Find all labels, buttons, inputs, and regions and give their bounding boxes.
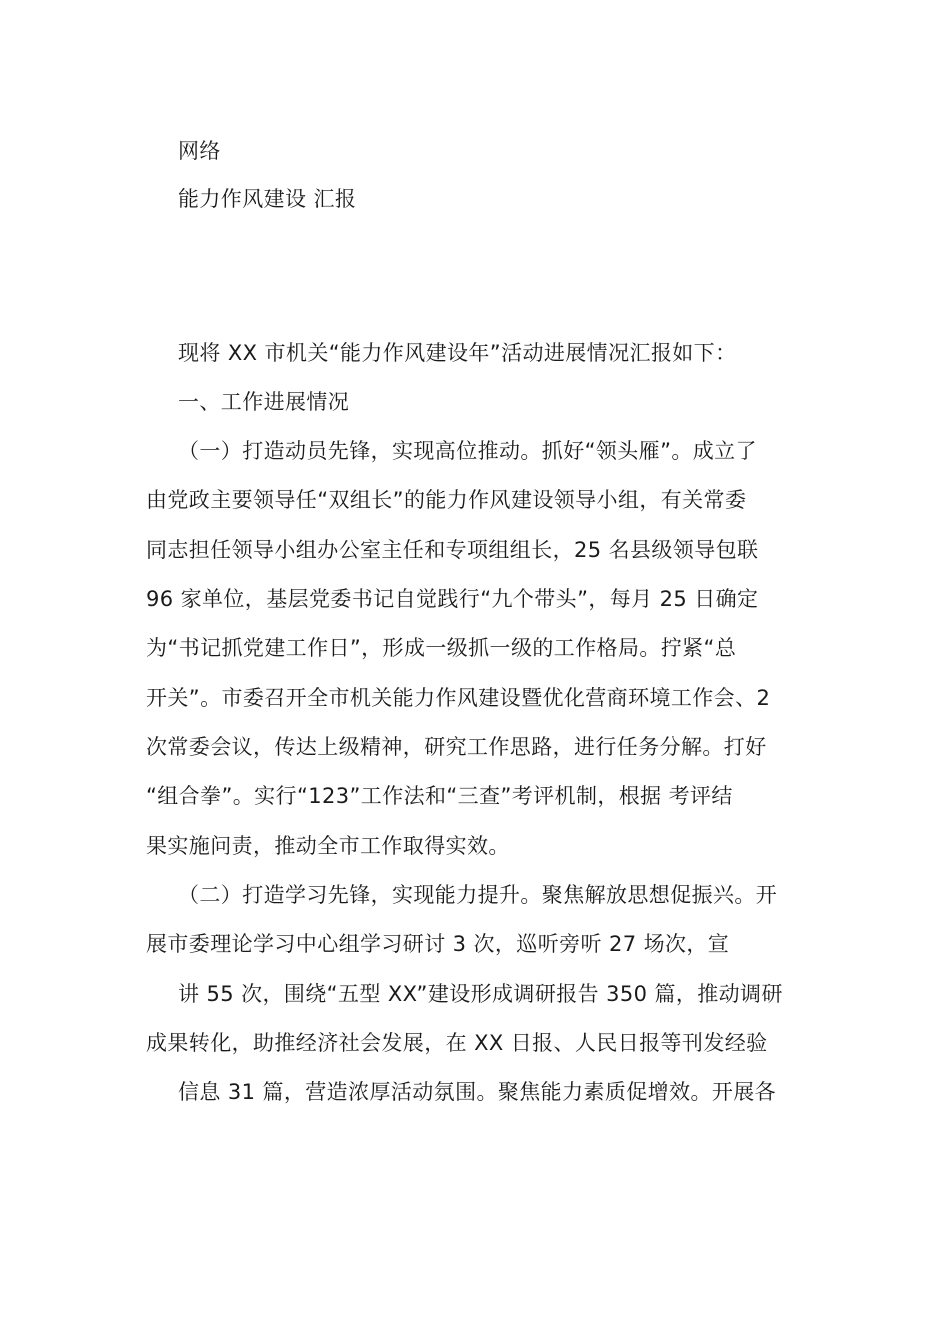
body-line: （二）打造学习先锋，实现能力提升。聚焦解放思想促振兴。开 [178, 883, 778, 907]
body-line: 展市委理论学习中心组学习研讨 3 次，巡听旁听 27 场次，宣 [146, 932, 730, 956]
section-heading: 一、工作进展情况 [178, 390, 350, 414]
body-line: “组合拳”。实行“123”工作法和“三查”考评机制，根据 考评结 [146, 784, 733, 808]
body-line: 由党政主要领导任“双组长”的能力作风建设领导小组，有关常委 [146, 488, 747, 512]
body-line: 讲 55 次，围绕“五型 XX”建设形成调研报告 350 篇，推动调研 [178, 982, 783, 1006]
body-line: （一）打造动员先锋，实现高位推动。抓好“领头雁”。成立了 [178, 439, 757, 463]
body-line: 果实施问责，推动全市工作取得实效。 [146, 834, 510, 858]
intro-paragraph: 现将 XX 市机关“能力作风建设年”活动进展情况汇报如下： [178, 341, 737, 365]
header-line-2: 能力作风建设 汇报 [178, 187, 357, 211]
body-line: 96 家单位，基层党委书记自觉践行“九个带头”，每月 25 日确定 [146, 587, 759, 611]
header-line-1: 网络 [178, 139, 221, 163]
body-line: 为“书记抓党建工作日”，形成一级抓一级的工作格局。拧紧“总 [146, 636, 737, 660]
body-line: 信息 31 篇，营造浓厚活动氛围。聚焦能力素质促增效。开展各 [178, 1080, 777, 1104]
body-line: 成果转化，助推经济社会发展，在 XX 日报、人民日报等刊发经验 [146, 1031, 768, 1055]
body-line: 开关”。市委召开全市机关能力作风建设暨优化营商环境工作会、2 [146, 686, 771, 710]
body-line: 同志担任领导小组办公室主任和专项组组长，25 名县级领导包联 [146, 538, 759, 562]
body-line: 次常委会议，传达上级精神，研究工作思路，进行任务分解。打好 [146, 735, 767, 759]
